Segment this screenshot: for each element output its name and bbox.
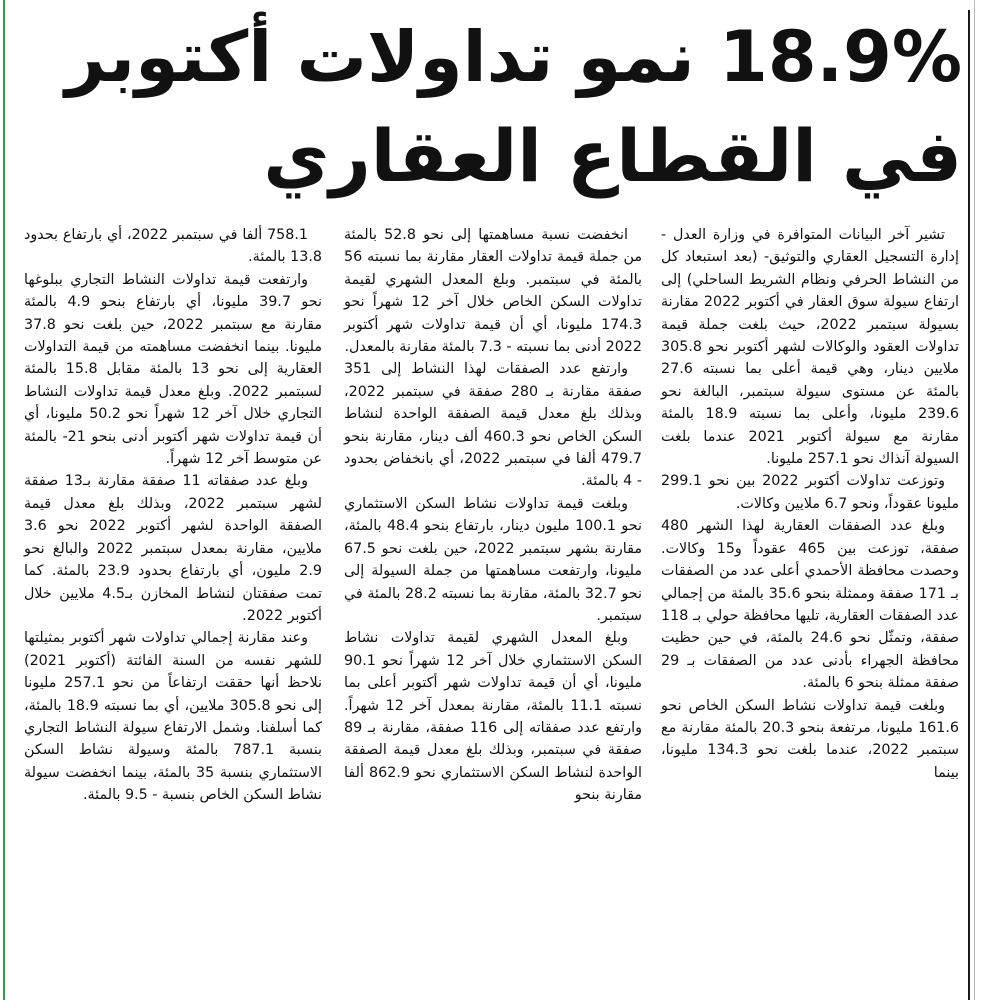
paragraph: وارتفعت قيمة تداولات النشاط التجاري ببلوغها نحو 39.7 مليونا، أي بارتفاع بنحو 4.9 بالمئة مقارنة مع سبتمبر 2022، حين بلغت نحو 37.8 مليونا. بينما انخفضت مساهمته من قيمة التداولات العقارية إلى نحو 13 بالمئة مقابل 15.8 بالمئة لسبتمبر 2022. وبلغ معدل قيمة تداولات النشاط التجاري خلال آخر 12 شهراً نحو 50.2 مليونا، أي أن قيمة تداولات شهر أكتوبر أدنى بنحو 21- بالمئة عن متوسط آخر 12 شهراً. — [24, 271, 323, 468]
paragraph: وبلغت قيمة تداولات نشاط السكن الخاص نحو 161.6 مليونا، مرتفعة بنحو 20.3 بالمئة مقارنة مع سبتمبر 2022، عندما بلغت نحو 134.3 مليونا، بينما — [661, 697, 959, 781]
paragraph: وبلغ عدد الصفقات العقارية لهذا الشهر 480 صفقة، توزعت بين 465 عقوداً و15 وكالات. وحصدت محافظة الأحمدي أعلى عدد من الصفقات بـ 171 صفقة وممثلة بنحو 35.6 بالمئة من إجمالي عدد الصفقات العقارية، تليها محافظة حولي بـ 118 صفقة، وتمثّل نحو 24.6 بالمئة، في حين حظيت محافظة الجهراء بأدنى عدد من الصفقات بـ 29 صفقة ممثلة بنحو 6 بالمئة. — [661, 518, 960, 692]
paragraph: وبلغت قيمة تداولات نشاط السكن الاستثماري نحو 100.1 مليون دينار، بارتفاع بنحو 48.4 بالمئة، مقارنة بشهر سبتمبر 2022، حين بلغت نحو 67.5 مليونا، وارتفعت مساهمتها من جملة السيولة إلى نحو 32.7 بالمئة، مقارنة بما نسبته 28.2 بالمئة في سبتمبر. — [344, 495, 642, 624]
paragraph: وتوزعت تداولات أكتوبر 2022 بين نحو 299.1 مليونا عقوداً، ونحو 6.7 ملايين وكالات. — [661, 473, 959, 512]
headline-line-1: 18.9% نمو تداولات أكتوبر — [65, 16, 962, 98]
paragraph: تشير آخر البيانات المتوافرة في وزارة العدل - إدارة التسجيل العقاري والتوثيق- (بعد استبعاد كل من النشاط الحرفي ونظام الشريط الساحلي) إلى ارتفاع سيولة سوق العقار في أكتوبر 2022 مقارنة بسيولة سبتمبر 2022، حيث بلغت جملة قيمة تداولات العقود والوكالات لشهر أكتوبر نحو 305.8 ملايين دينار، وهي قيمة أعلى بما نسبته 27.6 بالمئة عن مستوى سيولة سبتمبر، البالغة نحو 239.6 مليونا، وأعلى بما نسبته 18.9 بالمئة مقارنة مع سيولة أكتوبر 2021 عندما بلغت السيولة آنذاك نحو 257.1 مليونا. — [661, 227, 959, 468]
article-column-3 — [24, 224, 322, 994]
paragraph: وبلغ عدد صفقاته 11 صفقة مقارنة بـ13 صفقة لشهر سبتمبر 2022، وبذلك بلغ معدل قيمة الصفقة الواحدة لشهر أكتوبر 2022 نحو 3.6 ملايين، مقارنة بمعدل سبتمبر 2022 والبالغ نحو 2.9 مليون، أي بارتفاع بحدود 23.9 بالمئة. كما تمت صفقتان لنشاط المخازن بـ4.5 ملايين خلال أكتوبر 2022. — [24, 473, 322, 624]
right-margin-rule — [974, 0, 975, 1000]
paragraph: 758.1 ألفا في سبتمبر 2022، أي بارتفاع بحدود 13.8 بالمئة. — [24, 227, 322, 266]
paragraph: وارتفع عدد الصفقات لهذا النشاط إلى 351 صفقة مقارنة بـ 280 صفقة في سبتمبر 2022، وبذلك بلغ معدل قيمة الصفقة الواحدة لنشاط السكن الخاص نحو 460.3 ألف دينار، مقارنة بنحو 479.7 ألفا في سبتمبر 2022، أي بانخفاض بحدود - 4 بالمئة. — [344, 361, 643, 490]
right-column-rule — [968, 10, 970, 1000]
paragraph: وبلغ المعدل الشهري لقيمة تداولات نشاط السكن الاستثماري خلال آخر 12 شهراً نحو 90.1 مليونا، أي أن قيمة تداولات شهر أكتوبر أعلى بما نسبته 11.1 بالمئة، مقارنة بمعدل آخر 12 شهراً. وارتفع عدد صفقاته إلى 116 صفقة، مقارنة بـ 89 صفقة في سبتمبر، وبذلك بلغ معدل قيمة الصفقة الواحدة لنشاط السكن الاستثماري نحو 862.9 ألفا مقارنة بنحو — [344, 630, 642, 804]
headline-line-2: في القطاع العقاري — [263, 114, 962, 198]
left-color-rule — [3, 0, 5, 1000]
paragraph: انخفضت نسبة مساهمتها إلى نحو 52.8 بالمئة من جملة قيمة تداولات العقار مقارنة بما نسبته 56 بالمئة في سبتمبر. وبلغ المعدل الشهري لقيمة تداولات السكن الخاص خلال آخر 12 شهراً نحو 174.3 مليونا، أي أن قيمة تداولات شهر أكتوبر 2022 أدنى بما نسبته - 7.3 بالمئة مقارنة بالمعدل. — [344, 227, 642, 356]
article-column-1 — [661, 224, 959, 994]
paragraph: وعند مقارنة إجمالي تداولات شهر أكتوبر بمثيلتها للشهر نفسه من السنة الفائتة (أكتوبر 2021) نلاحظ أنها حققت ارتفاعاً من نحو 257.1 مليونا إلى نحو 305.8 ملايين، أي بما نسبته 18.9 بالمئة، كما أسلفنا. وشمل الارتفاع سيولة النشاط التجاري بنسبة 787.1 بالمئة وسيولة نشاط السكن الاستثماري بنسبة 35 بالمئة، بينما انخفضت سيولة نشاط السكن الخاص بنسبة - 9.5 بالمئة. — [24, 630, 322, 804]
article-column-2 — [344, 224, 642, 994]
